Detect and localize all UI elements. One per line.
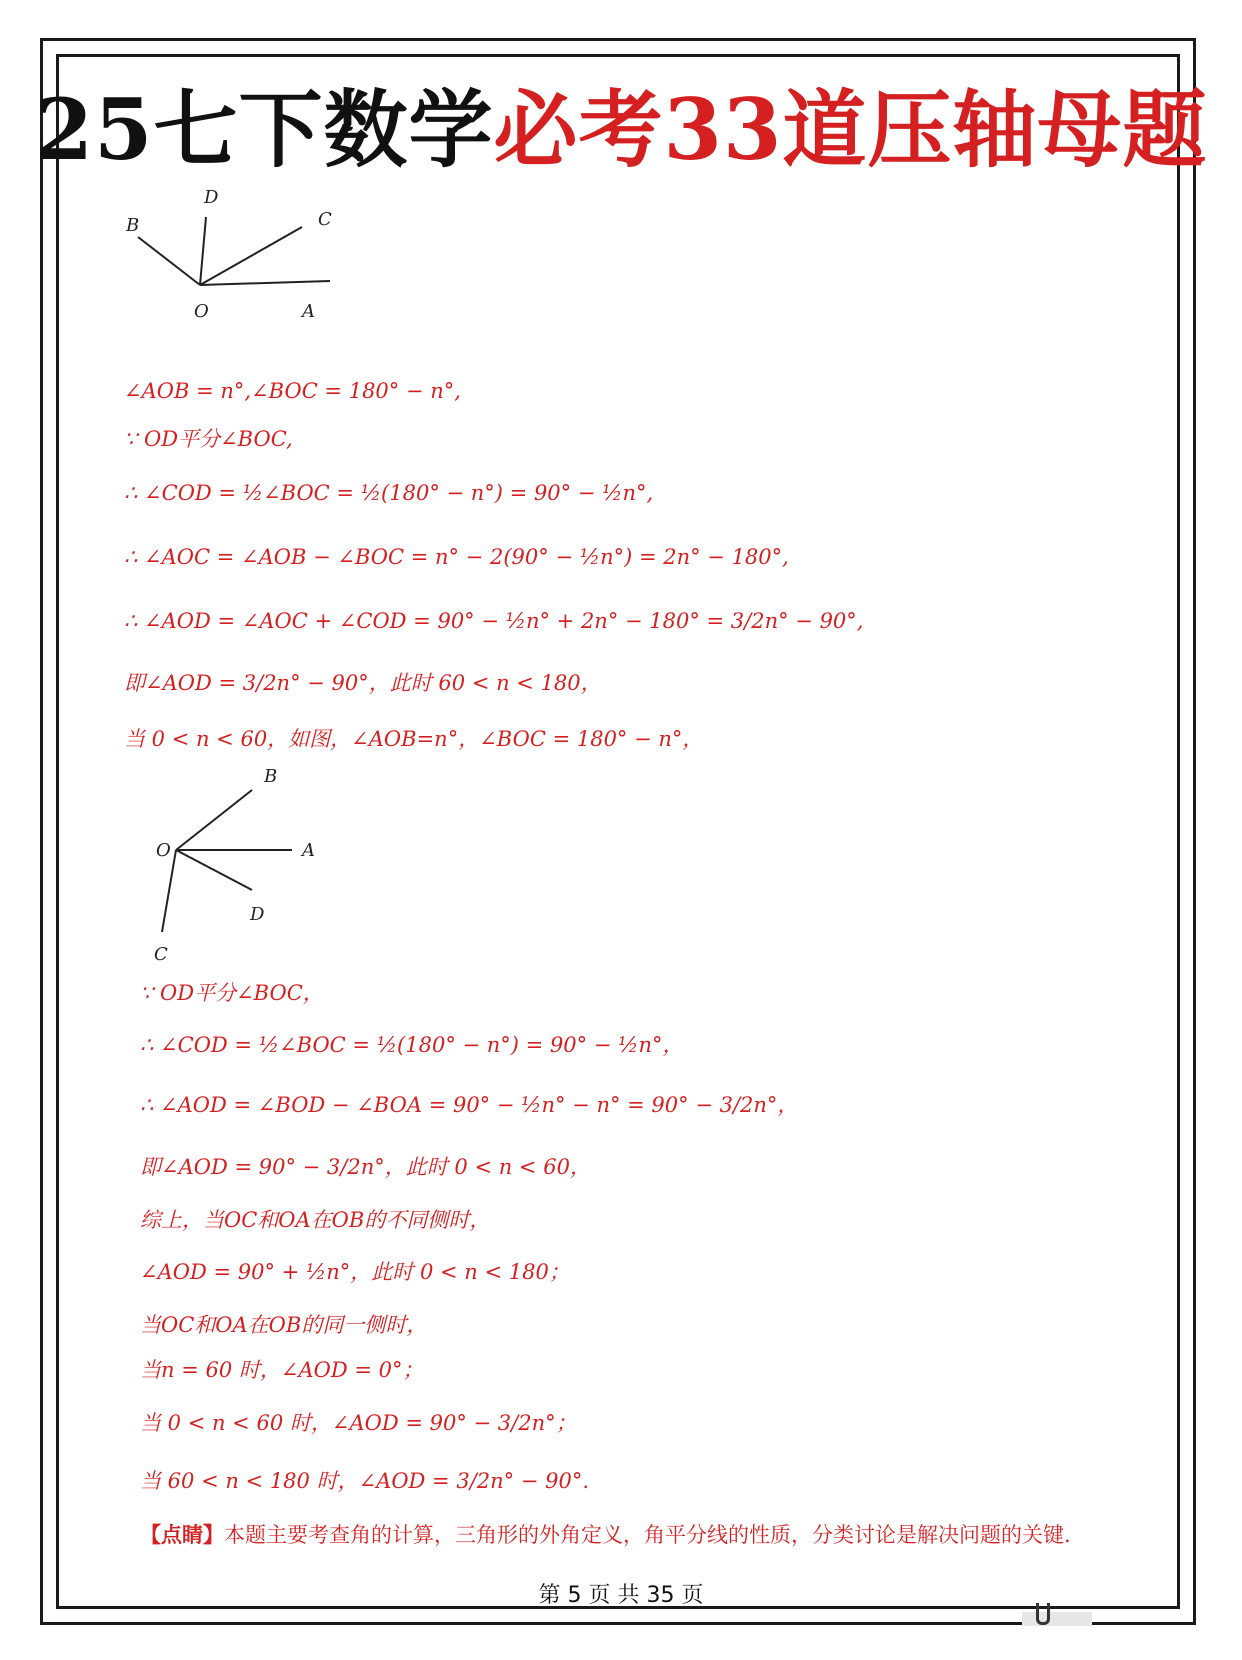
fig2-label-o: O (156, 840, 171, 861)
fig2-label-b: B (264, 766, 278, 787)
fig2-label-a: A (302, 840, 315, 861)
page-title (0, 82, 1242, 178)
solution-line: 综上，当OC和OA在OB的不同侧时， (140, 1208, 491, 1232)
fig2-label-d: D (250, 904, 265, 925)
solution-line: 当n = 60 时，∠AOD = 0°； (140, 1358, 424, 1382)
page-number: 第 5 页 共 35 页 (538, 1583, 704, 1608)
solution-line: 即∠AOD = 90° − 3/2n°，此时 0 < n < 60， (140, 1155, 591, 1179)
insight-tag: 【点睛】 (140, 1522, 224, 1547)
fig1-label-o: O (194, 301, 209, 322)
fig1-label-a: A (302, 301, 315, 322)
title-part-black: 25七下数学 (34, 80, 494, 179)
solution-line: 当 60 < n < 180 时，∠AOD = 3/2n° − 90°. (140, 1469, 589, 1493)
solution-line: ∠AOB = n°,∠BOC = 180° − n°, (124, 379, 461, 403)
insight-text: 本题主要考查角的计算，三角形的外角定义，角平分线的性质，分类讨论是解决问题的关键. (224, 1523, 1071, 1547)
fig1-label-d: D (204, 187, 219, 208)
solution-line: 即∠AOD = 3/2n° − 90°，此时 60 < n < 180， (124, 671, 602, 695)
solution-line: ∴ ∠COD = ½∠BOC = ½(180° − n°) = 90° − ½n°， (140, 1033, 684, 1057)
angle-figure-1 (120, 185, 360, 330)
corner-bar (1022, 1612, 1092, 1626)
fig1-label-b: B (126, 215, 140, 236)
solution-line: ∵ OD平分∠BOC， (140, 981, 324, 1005)
solution-line: ∴ ∠AOD = ∠AOC + ∠COD = 90° − ½n° + 2n° − 180° = 3/2n° − 90°, (124, 609, 864, 633)
solution-line: ∴ ∠COD = ½∠BOC = ½(180° − n°) = 90° − ½n°, (124, 481, 654, 505)
solution-line: 当 0 < n < 60，如图，∠AOB=n°，∠BOC = 180° − n°， (124, 727, 704, 751)
fig2-label-c: C (154, 944, 168, 965)
title-part-red: 必考33道压轴母题 (493, 80, 1208, 179)
solution-line: ∴ ∠AOC = ∠AOB − ∠BOC = n° − 2(90° − ½n°) = 2n° − 180°, (124, 545, 789, 569)
solution-line: ∴ ∠AOD = ∠BOD − ∠BOA = 90° − ½n° − n° = 90° − 3/2n°， (140, 1093, 799, 1117)
solution-line: 当OC和OA在OB的同一侧时， (140, 1313, 428, 1337)
solution-line: 当 0 < n < 60 时，∠AOD = 90° − 3/2n°； (140, 1411, 577, 1435)
insight-note (140, 1512, 1140, 1558)
solution-line: ∵ OD平分∠BOC, (124, 427, 293, 451)
fig1-label-c: C (318, 209, 332, 230)
angle-figure-2 (140, 760, 330, 965)
solution-line: ∠AOD = 90° + ½n°，此时 0 < n < 180； (140, 1260, 570, 1284)
watermark-icon (1036, 1603, 1050, 1625)
